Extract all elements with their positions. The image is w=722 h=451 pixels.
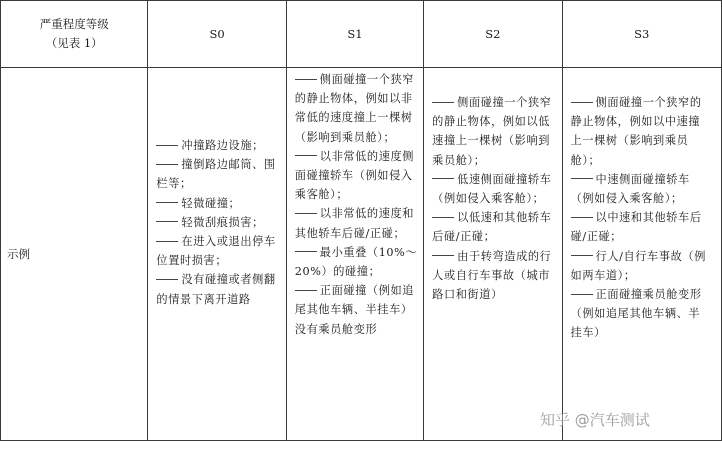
s3-example-item <box>571 247 711 285</box>
list-dash-marker <box>156 221 178 222</box>
s0-example-list <box>156 136 280 309</box>
s3-example-item <box>571 285 711 343</box>
s2-example-item <box>432 93 556 170</box>
table-body-row <box>1 68 722 441</box>
s3-example-text: 以中速和其他轿车后碰/正碰； <box>570 211 702 244</box>
s1-example-item <box>295 281 419 339</box>
s0-example-item <box>156 194 280 213</box>
list-dash-marker <box>571 294 593 295</box>
list-dash-marker <box>156 279 178 280</box>
s3-example-item <box>571 208 711 246</box>
list-dash-marker <box>295 155 317 156</box>
list-dash-marker <box>571 102 593 103</box>
s0-example-text: 在进入或退出停车位置时损害； <box>156 235 276 268</box>
s2-example-text: 以低速和其他轿车后碰/正碰； <box>432 211 552 244</box>
cell-s3 <box>562 68 721 441</box>
s0-example-text: 轻微刮痕损害； <box>181 215 264 229</box>
s1-example-text: 侧面碰撞一个狭窄的静止物体，例如以非常低的速度撞上一棵树（影响到乘员舱）； <box>294 73 415 144</box>
s2-example-item <box>432 208 556 246</box>
s2-example-text: 侧面碰撞一个狭窄的静止物体，例如以低速撞上一棵树（影响到乘员舱）； <box>432 96 552 167</box>
list-dash-marker <box>156 164 178 165</box>
s2-example-item <box>432 247 556 305</box>
s2-example-text: 低速侧面碰撞轿车（例如侵入乘客舱）； <box>432 172 552 206</box>
s3-example-item <box>571 170 711 208</box>
list-dash-marker <box>571 217 593 218</box>
list-dash-marker <box>156 202 178 203</box>
s3-example-list <box>571 93 711 343</box>
list-dash-marker <box>571 255 593 256</box>
list-dash-marker <box>432 217 454 218</box>
s0-example-item <box>156 136 280 155</box>
s2-example-text: 由于转弯造成的行人或自行车事故（城市路口和街道） <box>432 249 552 302</box>
s1-example-item <box>295 70 419 147</box>
cell-s0 <box>148 68 286 441</box>
s0-example-text: 撞倒路边邮筒、围栏等； <box>156 158 276 191</box>
list-dash-marker <box>432 102 454 103</box>
s0-example-text: 冲撞路边设施； <box>181 139 264 152</box>
s1-example-text: 以非常低的速度和其他轿车后碰/正碰； <box>294 207 415 240</box>
s3-example-item <box>571 93 711 170</box>
s0-example-item <box>156 232 280 270</box>
s3-example-text: 侧面碰撞一个狭窄的静止物体，例如以中速撞上一棵树（影响到乘员舱）； <box>570 96 702 167</box>
header-s2: S2 <box>424 1 562 68</box>
s1-example-text: 最小重叠（10%～20%）的碰撞； <box>294 245 418 279</box>
s0-example-item <box>156 155 280 193</box>
s3-example-text: 行人/自行车事故（例如两车道）； <box>570 249 706 282</box>
s0-example-text: 没有碰撞或者侧翻的情景下离开道路 <box>156 273 276 306</box>
header-s0: S0 <box>148 1 286 68</box>
header-severity-ref: （见表 1） <box>45 36 103 50</box>
s1-example-item <box>295 147 419 205</box>
list-dash-marker <box>295 290 317 291</box>
row-label-examples: 示例 <box>1 68 148 441</box>
s2-example-item <box>432 170 556 208</box>
cell-s2 <box>424 68 562 441</box>
watermark: 知乎 @汽车测试 <box>540 411 650 429</box>
s0-example-text: 轻微碰撞； <box>181 196 241 210</box>
s3-example-text: 中速侧面碰撞轿车（例如侵入乘客舱）； <box>570 172 690 206</box>
s1-example-item <box>295 204 419 242</box>
list-dash-marker <box>432 178 454 179</box>
list-dash-marker <box>432 255 454 256</box>
s3-example-text: 正面碰撞乘员舱变形（例如追尾其他车辆、半挂车） <box>570 288 702 340</box>
list-dash-marker <box>295 79 317 80</box>
list-dash-marker <box>295 251 317 252</box>
header-severity-level <box>1 1 148 68</box>
header-severity-title: 严重程度等级 <box>39 17 109 31</box>
s1-example-text: 正面碰撞（例如追尾其他车辆、半挂车）没有乘员舱变形 <box>294 284 415 336</box>
header-s3: S3 <box>562 1 721 68</box>
header-s1: S1 <box>286 1 423 68</box>
list-dash-marker <box>156 241 178 242</box>
s1-example-text: 以非常低的速度侧面碰撞轿车（例如侵入乘客舱）； <box>294 149 415 202</box>
s0-example-item <box>156 213 280 232</box>
s2-example-list <box>432 93 556 304</box>
s1-example-list <box>295 70 419 339</box>
s1-example-item <box>295 243 419 281</box>
table-header-row <box>1 1 722 68</box>
list-dash-marker <box>571 178 593 179</box>
cell-s1 <box>286 68 423 441</box>
s0-example-item <box>156 270 280 308</box>
list-dash-marker <box>156 145 178 146</box>
list-dash-marker <box>295 213 317 214</box>
